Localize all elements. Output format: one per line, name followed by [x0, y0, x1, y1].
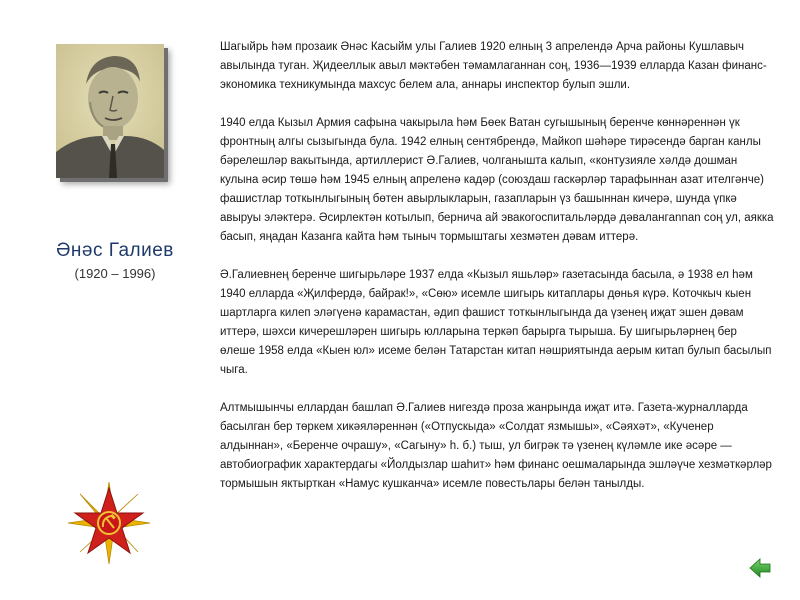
portrait-frame — [56, 44, 164, 178]
biography-paragraph-1: Шагыйрь һәм прозаик Әнәс Касыйм улы Галиев 1920 елның 3 апрелендә Арча районы Кушлавыч авылында туган. Җидееллык авыл мәктәбен тәмамлаганнан соң, 1936—1939 елларда Казан финанс-экономика техникумында махсус белем ала, аннары инспектор булып эшли. — [220, 41, 767, 91]
biography-paragraph-2: 1940 елда Кызыл Армия сафына чакырыла һәм Бөек Ватан сугышының беренче көннәреннән үк фронтның алгы сызыгында була. 1942 елның сентябрендә, Майкоп шәһәре тирәсендә барган канлы бәрелешләр вакытында, артиллерист Ә.Галиев, чолганышта калып, «контузияле хәлдә дошман кулына әсир төшә һәм 1945 елның апреленә кадәр (союздаш гаскәрләр тарафыннан азат ителгәнче) фашистлар тоткынлыгының бөтен авырлыкларын, газапларын үз башыннан кичерә, шунда үпкә авыруы эләктерә. Әсирлектән котылып, бернича ай эвакогоспитальләрдә дәвалангannan соң ул, аякка басып, яңадан Казанга кайта һәм тыныч тормыштагы хезмәтен дәвам иттерә. — [220, 117, 774, 243]
portrait-photo — [56, 44, 164, 178]
biography-paragraph-4: Алтмышынчы еллардан башлап Ә.Галиев нигездә проза жанрында иҗат итә. Газета-журналларда басылган бер төркем хикәяләреннән («Отпускыда» «Солдат язмышы», «Сәяхәт», «Кученер алдыннан», «Беренче очрашу», «Сагыну» h. б.) тыш, ул бигрәк тә үзенең күләмле ике әсәре — автобиографик характердагы «Йолдызлар шаһит» һәм финанс оешмаларында эшләүче хезмәткәрләр тормышын яктырткан «Намус кушканча» исемле повестьлары белән танылды. — [220, 402, 772, 490]
back-arrow-icon — [748, 556, 772, 580]
person-years: (1920 – 1996) — [74, 266, 156, 281]
biography-text — [220, 38, 775, 513]
order-of-patriotic-war-icon — [66, 480, 152, 566]
person-name: Әнәс Галиев — [56, 240, 174, 261]
back-button[interactable] — [748, 556, 772, 580]
biography-paragraph-3: Ә.Галиевнең беренче шигырьләре 1937 елда «Кызыл яшьләр» газетасында басыла, ә 1938 ел һәм 1940 елларда «Җилфердә, байрак!», «Сөю» исемле шигырь китаплары дөнья күрә. Коточкыч кыен шартларга килеп эләгүенә карамастан, әдип фашист тоткынлыгында да үзенең иҗат эшен дәвам иттерә, шәхси кичерешләрен шигырь юлларына теркәп барырга тырыша. Бу шигырьләрнең бер өлеше 1958 елда «Кыен юл» исеме белән Татарстан китап нәшриятында аерым китап булып басылып чыга. — [220, 269, 772, 376]
